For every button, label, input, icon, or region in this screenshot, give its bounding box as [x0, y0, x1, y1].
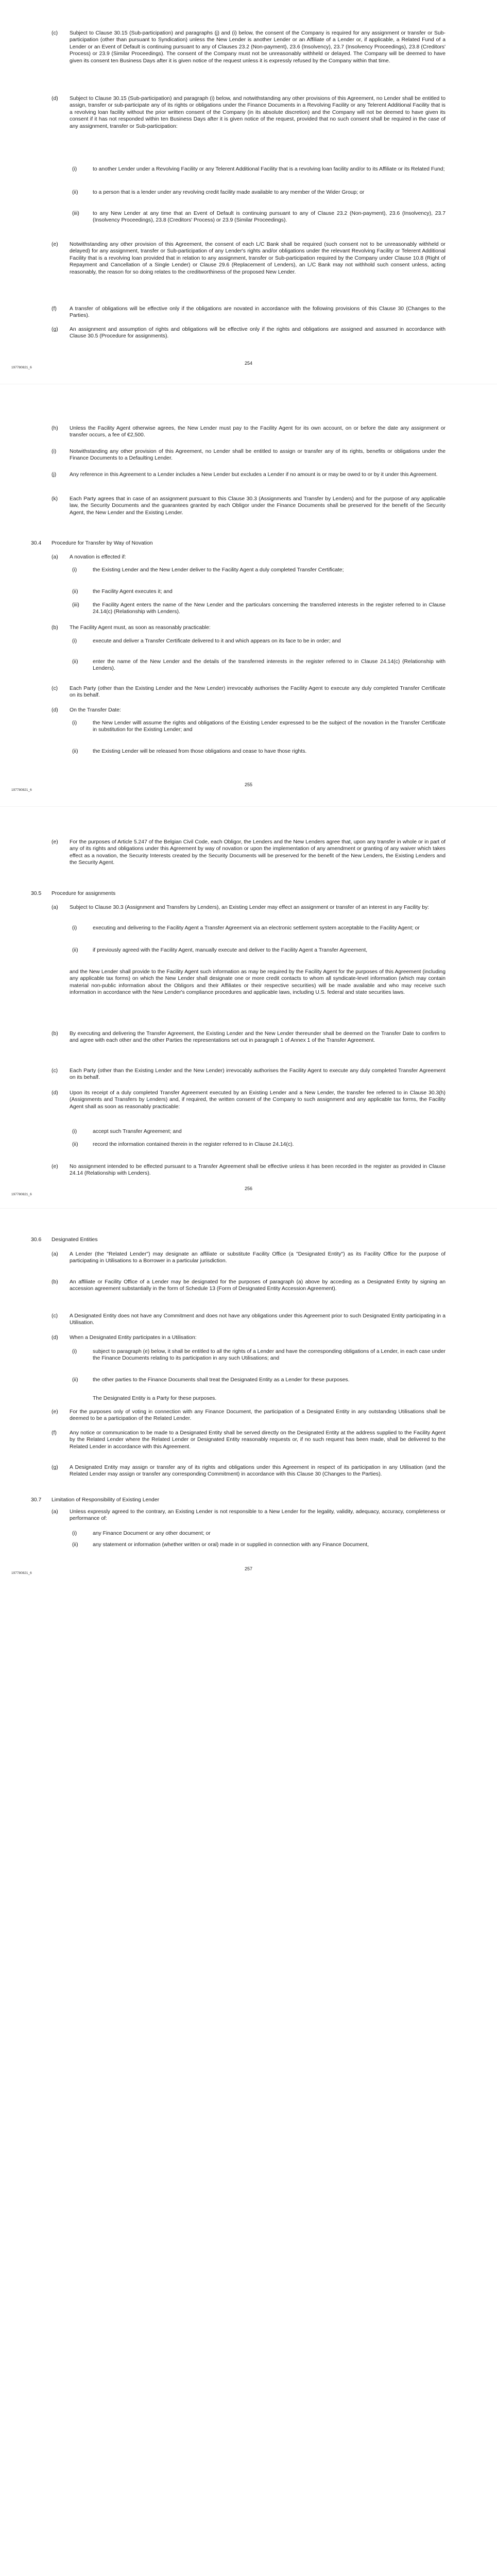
subclause-label: (i): [72, 1349, 77, 1354]
clause-text: A novation is effected if:: [70, 554, 126, 560]
subclause-label: (i): [72, 925, 77, 931]
clause-text: Subject to Clause 30.3 (Assignment and Transfers by Lenders), an Existing Lender may effect an assignment or transfer of an interest in any Facility by:: [70, 905, 430, 910]
subclause-label: (iii): [72, 211, 79, 216]
subclause-label: (ii): [72, 659, 78, 665]
section-title: Procedure for Transfer by Way of Novation: [52, 540, 153, 546]
subclause-label: (iii): [72, 602, 79, 608]
clause-text: No assignment intended to be effected pursuant to a Transfer Agreement shall be effective unless it has been recorded in the register as provided in Clause 24.14 (Relationship with Lenders).: [70, 1164, 445, 1177]
clause-label: (e): [52, 839, 58, 845]
clause-label: (d): [52, 96, 58, 101]
clause-label: (c): [52, 686, 58, 691]
subclause-text: enter the name of the New Lender and the details of the transferred interests in the register referred to in Clause 24.14(c) (Relationship with Lenders).: [93, 659, 445, 672]
clause-text: For the purposes only of voting in connection with any Finance Document, the participation of a Designated Entity in any outstanding Utilisations shall be deemed to be a participation of the Related Lender.: [70, 1409, 445, 1422]
clause-text: When a Designated Entity participates in a Utilisation:: [70, 1335, 197, 1341]
clause-label: (a): [52, 554, 58, 560]
clause-label: (f): [52, 1430, 57, 1436]
subclause-text: to a person that is a lender under any revolving credit facility made available to any member of the Wider Group; or: [93, 190, 365, 195]
section-title: Procedure for assignments: [52, 891, 116, 896]
document-id: 197780821_6: [11, 366, 32, 369]
subclause-text: record the information contained therein in the register referred to in Clause 24.14(c).: [93, 1142, 294, 1147]
clause-text: A Designated Entity may assign or transfer any of its rights and obligations under this Agreement in respect of its participation in any Utilisation (and the Related Lender may assign or transfer any corresponding Commitment) in accordance with this Clause 30 (Changes to the Parties).: [70, 1465, 445, 1478]
section-number: 30.6: [31, 1237, 42, 1243]
clause-text: By executing and delivering the Transfer Agreement, the Existing Lender and the New Lender thereunder shall be deemed on the Transfer Date to confirm to and agree with each other and the other Parties the representations set out in paragraph 1 of Annex 1 of the Transfer Agreement.: [70, 1031, 445, 1044]
clause-label: (e): [52, 1164, 58, 1170]
clause-label: (d): [52, 1335, 58, 1341]
subclause-text: the Existing Lender will be released from those obligations and cease to have those rights.: [93, 749, 307, 754]
clause-label: (c): [52, 1068, 58, 1074]
document-id: 197780821_6: [11, 788, 32, 792]
section-title: Limitation of Responsibility of Existing Lender: [52, 1497, 160, 1503]
clause-text: Each Party (other than the Existing Lender and the New Lender) irrevocably authorises the Facility Agent to execute any duly completed Transfer Agreement on its behalf.: [70, 1068, 445, 1081]
section-number: 30.7: [31, 1497, 42, 1503]
subclause-label: (i): [72, 638, 77, 644]
subclause-text: any statement or information (whether written or oral) made in or supplied in connection with any Finance Document,: [93, 1542, 369, 1548]
clause-text: For the purposes of Article 5.247 of the Belgian Civil Code, each Obligor, the Lenders and the New Lenders agree that, upon any transfer in whole or in part of any of its rights and obligations under this Agreement by way of novation or upon the implementation of any amendment or granting of any waiver which takes effect as a novation, the Security Interests created by the Security Documents will be preserved for the benefit of the New Lenders, the Existing Lenders and the Security Agent.: [70, 839, 445, 866]
subclause-label: (ii): [72, 749, 78, 754]
page-divider: [0, 806, 497, 807]
page-number: 256: [244, 1186, 253, 1191]
clause-label: (f): [52, 306, 57, 312]
clause-text: Subject to Clause 30.15 (Sub-participation) and paragraph (i) below, and notwithstanding any other provisions of this Agreement, no Lender shall be entitled to assign, transfer or sub-participate any of its rights or obligations under the Finance Documents in a Revolving Facility or any Telerent Additional Facility that is a revolving loan facility without the prior written consent of the Company (in its absolute discretion) and the Company will not be deemed to have given its consent if it has not responded within ten Business Days after it is given notice of the request, provided that no such consent shall be required in the case of any assignment, transfer or Sub-participation:: [70, 96, 445, 129]
clause-text: Notwithstanding any other provision of this Agreement, the consent of each L/C Bank shall be required (such consent not to be unreasonably withheld or delayed) for any assignment, transfer or Sub-participation of any Lender's rights and/or obligations under the relevant Revolving Facility or Telerent Additional Facility that is a revolving loan provided that in relation to any assignment, transfer or Sub-participation required by the Company under Clause 10.8 (Right of Repayment and Cancellation of a Single Lender) or Clause 29.6 (Replacement of Lenders), an L/C Bank may not withhold such consent unless, acting reasonably, the reason for so doing relates to the creditworthiness of the proposed New Lender.: [70, 242, 445, 275]
subclause-label: (i): [72, 1531, 77, 1536]
clause-label: (a): [52, 1251, 58, 1257]
clause-text: Unless the Facility Agent otherwise agrees, the New Lender must pay to the Facility Agent for its own account, on or before the date any assignment or transfer occurs, a fee of €2,500.: [70, 426, 445, 438]
subclause-text: the New Lender willl assume the rights and obligations of the Existing Lender expressed to be the subject of the novation in the Transfer Certificate in substitution for the Existing Lender; and: [93, 720, 445, 733]
document-id: 197780821_6: [11, 1571, 32, 1575]
subclause-label: (ii): [72, 1542, 78, 1548]
clause-label: (h): [52, 426, 58, 431]
clause-text: A transfer of obligations will be effective only if the obligations are novated in accordance with the following provisions of this Clause 30 (Changes to the Parties).: [70, 306, 445, 319]
section-title: Designated Entities: [52, 1237, 98, 1243]
clause-text: Each Party agrees that in case of an assignment pursuant to this Clause 30.3 (Assignments and Transfer by Lenders) and for the purpose of any applicable law, the Security Documents and the guarantees granted by each Obligor under the Finance Documents shall be preserved for the benefit of the Security Agent, the New Lender and the Existing Lender.: [70, 496, 445, 516]
subclause-text: to another Lender under a Revolving Facility or any Telerent Additional Facility that is a revolving loan facility and/or to its Affiliate or its Related Fund;: [93, 166, 445, 172]
clause-label: (j): [52, 472, 57, 478]
clause-label: (e): [52, 1409, 58, 1415]
clause-text: An assignment and assumption of rights and obligations will be effective only if the rights and obligations are assigned and assumed in accordance with Clause 30.5 (Procedure for assignments).: [70, 327, 445, 340]
clause-label: (a): [52, 905, 58, 910]
subclause-text: to any New Lender at any time that an Event of Default is continuing pursuant to any of Clause 23.2 (Non-payment), 23.6 (Insolvency), 23.7 (Insolvency Proceedings), 23.8 (Creditors' Process) or 23.9 (Similar Proceedings).: [93, 211, 445, 224]
page-divider: [0, 1208, 497, 1209]
subclause-label: (ii): [72, 589, 78, 595]
clause-label: (c): [52, 1313, 58, 1319]
subclause-label: (i): [72, 720, 77, 726]
clause-label: (i): [52, 449, 57, 454]
clause-label: (b): [52, 625, 58, 631]
subclause-text: the Existing Lender and the New Lender deliver to the Facility Agent a duly completed Transfer Certificate;: [93, 567, 344, 573]
clause-label: (g): [52, 327, 58, 332]
page-number: 254: [244, 361, 253, 366]
subclause-label: (ii): [72, 947, 78, 953]
clause-text: An affiliate or Facility Office of a Lender may be designated for the purposes of paragraph (a) above by acceding as a Designated Entity by signing an accession agreement substantially in the form of Schedule 13 (Form of Designated Entity Accession Agreement).: [70, 1279, 445, 1292]
clause-label: (c): [52, 30, 58, 36]
clause-label: (k): [52, 496, 58, 502]
clause-text: Any reference in this Agreement to a Lender includes a New Lender but excludes a Lender if no amount is or may be owed to or by it under this Agreement.: [70, 472, 438, 478]
clause-label: (e): [52, 242, 58, 247]
subclause-text: accept such Transfer Agreement; and: [93, 1129, 182, 1134]
document-id: 197780821_6: [11, 1193, 32, 1196]
subclause-label: (ii): [72, 1377, 78, 1383]
clause-continuation: and the New Lender shall provide to the Facility Agent such information as may be required by the Facility Agent for the purposes of this Agreement (including any applicable tax forms) on which the New Lender shall designate one or more credit contacts to whom all syndicate-level information (which may contain material non-public information about the Obligors and their Affiliates or their respective securities) will be made available and who may receive such information in accordance with the New Lender's compliance procedures and applicable laws, including U.S. federal and state securities laws.: [70, 969, 445, 996]
subclause-label: (ii): [72, 190, 78, 195]
clause-text: A Designated Entity does not have any Commitment and does not have any obligations under this Agreement prior to such Designated Entity participating in a Utilisation.: [70, 1313, 445, 1326]
subclause-label: (i): [72, 166, 77, 172]
clause-label: (a): [52, 1509, 58, 1515]
clause-text: Upon its receipt of a duly completed Transfer Agreement executed by an Existing Lender and a New Lender, the transfer fee referred to in Clause 30.3(h) (Assignments and Transfers by Lenders) and, if required, the written consent of the Company to such assignment and any applicable tax forms, the Facility Agent shall as soon as reasonably practicable:: [70, 1090, 445, 1110]
clause-text: The Facility Agent must, as soon as reasonably practicable:: [70, 625, 211, 631]
page-number: 257: [244, 1566, 253, 1571]
clause-text: A Lender (the "Related Lender") may designate an affiliate or substitute Facility Office (a "Designated Entity") as its Facility Office for the purpose of participating in Utilisations to a Borrower in a particular jurisdiction.: [70, 1251, 445, 1264]
subclause-text: execute and deliver a Transfer Certificate delivered to it and which appears on its face to be in order; and: [93, 638, 341, 644]
page-number: 255: [244, 782, 253, 787]
clause-text: Unless expressly agreed to the contrary, an Existing Lender is not responsible to a New Lender for the legality, validity, adequacy, accuracy, completeness or performance of:: [70, 1509, 445, 1522]
subclause-label: (i): [72, 567, 77, 573]
clause-text: Subject to Clause 30.15 (Sub-participation) and paragraphs (j) and (i) below, the consent of the Company is required for any assignment or transfer or Sub-participation (other than pursuant to Syndication) unless the New Lender is another Lender or an Affiliate of a Lender or, if applicable, a Related Fund of a Lender or an Event of Default is continuing pursuant to any of Clauses 23.2 (Non-payment), 23.6 (Insolvency), 23.7 (Insolvency Proceedings), 23.8 (Creditors' Process) or 23.9 (Similar Proceedings). The consent of the Company must not be unreasonably withheld or delayed. The Company will be deemed to have given its consent ten Business Days after it is given notice of the request unless it is expressly refused by the Company within that time.: [70, 30, 445, 64]
clause-text: Any notice or communication to be made to a Designated Entity shall be served directly on the Designated Entity at the address supplied to the Facility Agent by the Related Lender where the Related Lender or Designated Entity reasonably requests or, if no such request has been made, shall be delivered to the Related Lender in accordance with this Agreement.: [70, 1430, 445, 1450]
subclause-label: (ii): [72, 1142, 78, 1147]
clause-continuation: The Designated Entity is a Party for these purposes.: [93, 1396, 217, 1401]
subclause-text: executing and delivering to the Facility Agent a Transfer Agreement via an electronic settlement system acceptable to the Facility Agent; or: [93, 925, 420, 931]
section-number: 30.4: [31, 540, 42, 546]
subclause-text: if previously agreed with the Facility Agent, manually execute and deliver to the Facility Agent a Transfer Agreement,: [93, 947, 368, 953]
clause-text: On the Transfer Date:: [70, 707, 121, 713]
subclause-label: (i): [72, 1129, 77, 1134]
clause-text: Notwithstanding any other provision of this Agreement, no Lender shall be entitled to assign or transfer any of its rights, benefits or obligations under the Finance Documents to a Defaulting Lender.: [70, 449, 445, 462]
clause-text: Each Party (other than the Existing Lender and the New Lender) irrevocably authorises the Facility Agent to execute any duly completed Transfer Certificate on its behalf.: [70, 686, 445, 699]
subclause-text: subject to paragraph (e) below, it shall be entitled to all the rights of a Lender and have the corresponding obligations of a Lender, in each case under the Finance Documents relating to its participation in any such Utilisations; and: [93, 1349, 445, 1362]
clause-label: (g): [52, 1465, 58, 1470]
clause-label: (b): [52, 1279, 58, 1285]
clause-label: (d): [52, 707, 58, 713]
subclause-text: the Facility Agent enters the name of the New Lender and the particulars concerning the transferred interests in the register referred to in Clause 24.14(c) (Relationship with Lenders).: [93, 602, 445, 615]
clause-label: (d): [52, 1090, 58, 1096]
subclause-text: any Finance Document or any other document; or: [93, 1531, 211, 1536]
subclause-text: the Facility Agent executes it; and: [93, 589, 173, 595]
clause-label: (b): [52, 1031, 58, 1037]
subclause-text: the other parties to the Finance Documents shall treat the Designated Entity as a Lender for these purposes.: [93, 1377, 350, 1383]
section-number: 30.5: [31, 891, 42, 896]
